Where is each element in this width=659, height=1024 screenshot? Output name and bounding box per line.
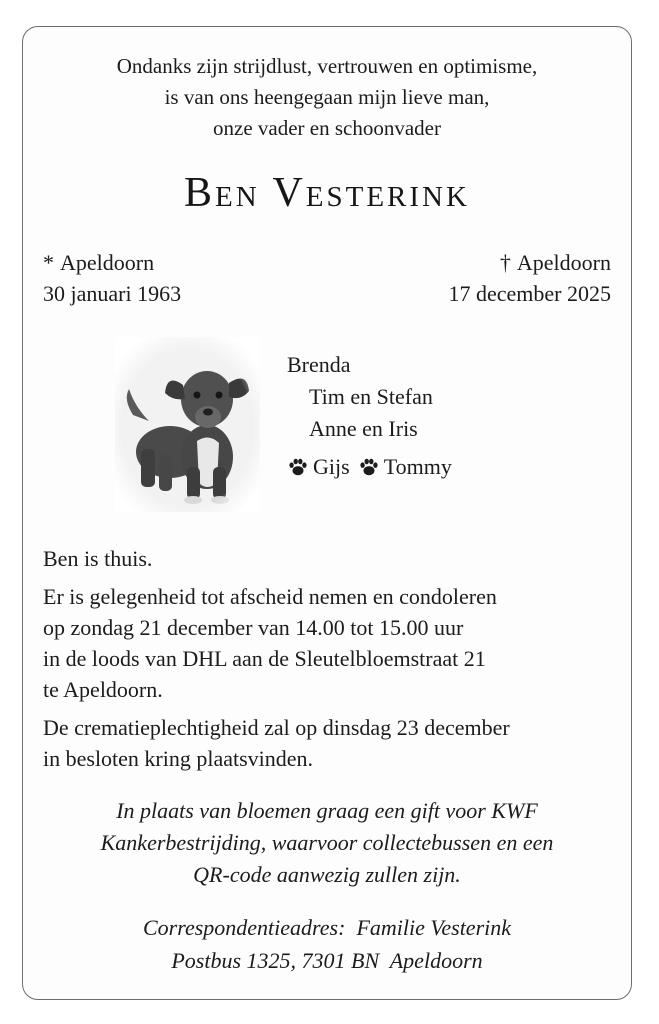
announcement-body xyxy=(43,543,613,781)
flowers-note xyxy=(23,795,631,891)
death-info xyxy=(449,247,612,309)
death-place: Apeldoorn xyxy=(516,250,611,275)
body-line: Er is gelegenheid tot afscheid nemen en condoleren xyxy=(43,584,497,609)
address-line: Postbus 1325, 7301 BN Apeldoorn xyxy=(171,948,483,973)
pet-name: Gijs xyxy=(313,454,350,479)
children-line: Tim en Stefan xyxy=(309,384,433,409)
dog-icon xyxy=(115,337,260,512)
obituary-card xyxy=(22,26,632,1000)
correspondence-address xyxy=(23,911,631,977)
pets-line xyxy=(287,451,460,483)
paw-icon xyxy=(358,456,380,478)
paragraph-home xyxy=(43,543,613,574)
intro-text xyxy=(23,51,631,144)
intro-line: is van ons heengegaan mijn lieve man, xyxy=(164,85,490,109)
death-symbol: † xyxy=(499,250,511,275)
body-line: in de loods van DHL aan de Sleutelbloemstraat 21 xyxy=(43,646,486,671)
flowers-note-line: Kankerbestrijding, waarvoor collectebussen en een xyxy=(100,830,554,855)
body-line: op zondag 21 december van 14.00 tot 15.00 uur xyxy=(43,615,464,640)
body-line: te Apeldoorn. xyxy=(43,677,163,702)
intro-line: onze vader en schoonvader xyxy=(213,116,441,140)
birth-date: 30 januari 1963 xyxy=(43,281,182,306)
body-line: Ben is thuis. xyxy=(43,546,153,571)
birth-info xyxy=(43,247,181,309)
address-line: Correspondentieadres: Familie Vesterink xyxy=(142,915,512,940)
body-line: De crematieplechtigheid zal op dinsdag 23 december xyxy=(43,715,510,740)
death-date: 17 december 2025 xyxy=(448,281,611,306)
flowers-note-line: QR-code aanwezig zullen zijn. xyxy=(193,862,461,887)
birth-place: Apeldoorn xyxy=(60,250,155,275)
spouse-name: Brenda xyxy=(287,352,351,377)
body-line: in besloten kring plaatsvinden. xyxy=(43,746,314,771)
deceased-name: Ben Vesterink xyxy=(184,170,470,216)
family-list xyxy=(287,349,460,483)
paragraph-cremation xyxy=(43,712,613,774)
pet-name: Tommy xyxy=(383,454,452,479)
paragraph-condolence xyxy=(43,581,613,705)
children-line: Anne en Iris xyxy=(309,416,418,441)
flowers-note-line: In plaats van bloemen graag een gift voor KWF xyxy=(116,798,538,823)
paw-icon xyxy=(287,456,309,478)
dog-photo xyxy=(115,337,260,512)
birth-symbol: * xyxy=(43,250,54,275)
intro-line: Ondanks zijn strijdlust, vertrouwen en optimisme, xyxy=(116,54,538,78)
